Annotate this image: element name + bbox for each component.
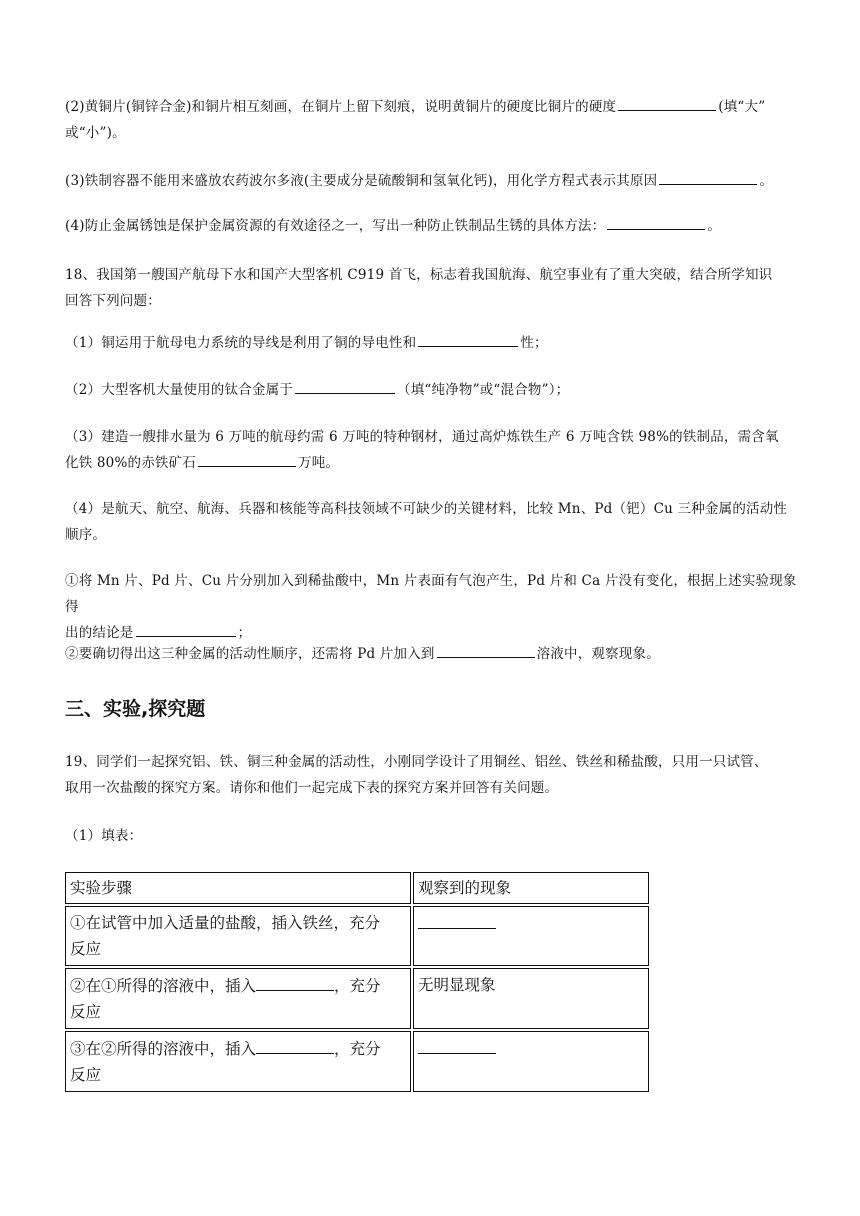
q18-part3-line2: 化铁 80%的赤铁矿石 [65, 455, 196, 471]
step-text-tail: ，充分 [334, 977, 381, 995]
q17-part4-tail: 。 [707, 218, 722, 234]
q18-step1-tail: ； [237, 625, 252, 641]
table-header-step: 实验步骤 [65, 872, 411, 904]
answer-blank[interactable] [418, 330, 518, 347]
q18-part4 [65, 496, 800, 548]
answer-blank[interactable] [418, 910, 496, 929]
answer-blank[interactable] [437, 641, 535, 658]
answer-blank[interactable] [295, 377, 395, 394]
q17-part3-text: (3)铁制容器不能用来盛放农药波尔多液(主要成分是硫酸铜和氢氧化钙)，用化学方程式表示其原因 [65, 173, 658, 189]
q17-part2-hint: (填“大” [718, 99, 766, 115]
q17-part3 [65, 168, 800, 194]
q18-part1-text: （1）铜运用于航母电力系统的导线是利用了铜的导电性和 [65, 335, 417, 351]
q19-intro-line2: 取用一次盐酸的探究方案。请你和他们一起完成下表的探究方案并回答有关问题。 [65, 780, 559, 796]
experiment-table [63, 870, 651, 1094]
q17-part2 [65, 94, 800, 146]
table-row [65, 968, 649, 1029]
table-header-row [65, 872, 649, 904]
q18-part1 [65, 330, 800, 356]
answer-blank[interactable] [659, 168, 757, 185]
answer-blank[interactable] [256, 1035, 334, 1054]
answer-blank[interactable] [618, 94, 716, 111]
answer-blank[interactable] [136, 620, 236, 637]
answer-blank[interactable] [418, 1035, 496, 1054]
q18-step2-text: ②要确切得出这三种金属的活动性顺序，还需将 Pd 片加入到 [65, 646, 435, 662]
answer-blank[interactable] [256, 972, 334, 991]
q18-part4-line2: 顺序。 [65, 527, 107, 543]
q18-part4-line1: （4）是航天、航空、航海、兵器和核能等高科技领域不可缺少的关键材料，比较 Mn、Pd（钯）Cu 三种金属的活动性 [65, 501, 788, 517]
q17-part4-text: (4)防止金属锈蚀是保护金属资源的有效途径之一，写出一种防止铁制品生锈的具体方法： [65, 218, 606, 234]
observation-cell [413, 1031, 649, 1092]
step-text-cont: 反应 [70, 1066, 102, 1084]
q18-step1-line2: 出的结论是 [65, 625, 134, 641]
q18-step2 [65, 641, 800, 667]
q17-part3-tail: 。 [759, 173, 774, 189]
step-text-cont: 反应 [70, 1003, 102, 1021]
step-text-tail: ，充分 [334, 1040, 381, 1058]
step-text: ③在②所得的溶液中，插入 [70, 1040, 257, 1058]
step-cell [65, 968, 411, 1029]
q18-part3-tail: 万吨。 [298, 455, 340, 471]
observation-cell: 无明显现象 [413, 968, 649, 1029]
q18-part3 [65, 424, 800, 476]
q18-part2-text: （2）大型客机大量使用的钛合金属于 [65, 382, 293, 398]
step-cell [65, 906, 411, 966]
q17-part2-text: (2)黄铜片(铜锌合金)和铜片相互刻画，在铜片上留下刻痕，说明黄铜片的硬度比铜片的硬度 [65, 99, 617, 115]
table-header-observation: 观察到的现象 [413, 872, 649, 904]
q18-part2-tail: （填“纯净物”或“混合物”）； [397, 382, 570, 398]
q18-intro-line2: 回答下列问题： [65, 293, 161, 309]
step-text: ②在①所得的溶液中，插入 [70, 977, 257, 995]
answer-blank[interactable] [607, 213, 705, 230]
q19-intro-line1: 19、同学们一起探究铝、铁、铜三种金属的活动性，小刚同学设计了用铜丝、铝丝、铁丝和稀盐酸，只用一只试管、 [65, 754, 768, 770]
q18-step1 [65, 568, 800, 646]
q17-part4 [65, 213, 800, 239]
table-row [65, 1031, 649, 1092]
step-cell [65, 1031, 411, 1092]
q17-part2-hint-cont: 或“小”)。 [65, 125, 126, 141]
q18-intro [65, 262, 800, 314]
q19-intro [65, 749, 800, 801]
q18-intro-line1: 18、我国第一艘国产航母下水和国产大型客机 C919 首飞，标志着我国航海、航空事业有了重大突破，结合所学知识 [65, 267, 773, 283]
q19-sub1: （1）填表： [65, 828, 143, 844]
answer-blank[interactable] [198, 450, 296, 467]
q18-part3-line1: （3）建造一艘排水量为 6 万吨的航母约需 6 万吨的特种钢材，通过高炉炼铁生产 6 万吨含铁 98%的铁制品，需含氧 [65, 429, 779, 445]
q18-step2-tail: 溶液中，观察现象。 [536, 646, 660, 662]
step-text-cont: 反应 [70, 940, 102, 958]
q18-part2 [65, 377, 800, 403]
q18-step1-line1: ①将 Mn 片、Pd 片、Cu 片分别加入到稀盐酸中，Mn 片表面有气泡产生，Pd 片和 Ca 片没有变化，根据上述实验现象得 [65, 573, 797, 615]
q18-part1-tail: 性； [520, 335, 548, 351]
observation-cell [413, 906, 649, 966]
section-title: 三、实验,探究题 [65, 698, 206, 720]
step-text: ①在试管中加入适量的盐酸，插入铁丝，充分 [70, 914, 381, 932]
table-row [65, 906, 649, 966]
